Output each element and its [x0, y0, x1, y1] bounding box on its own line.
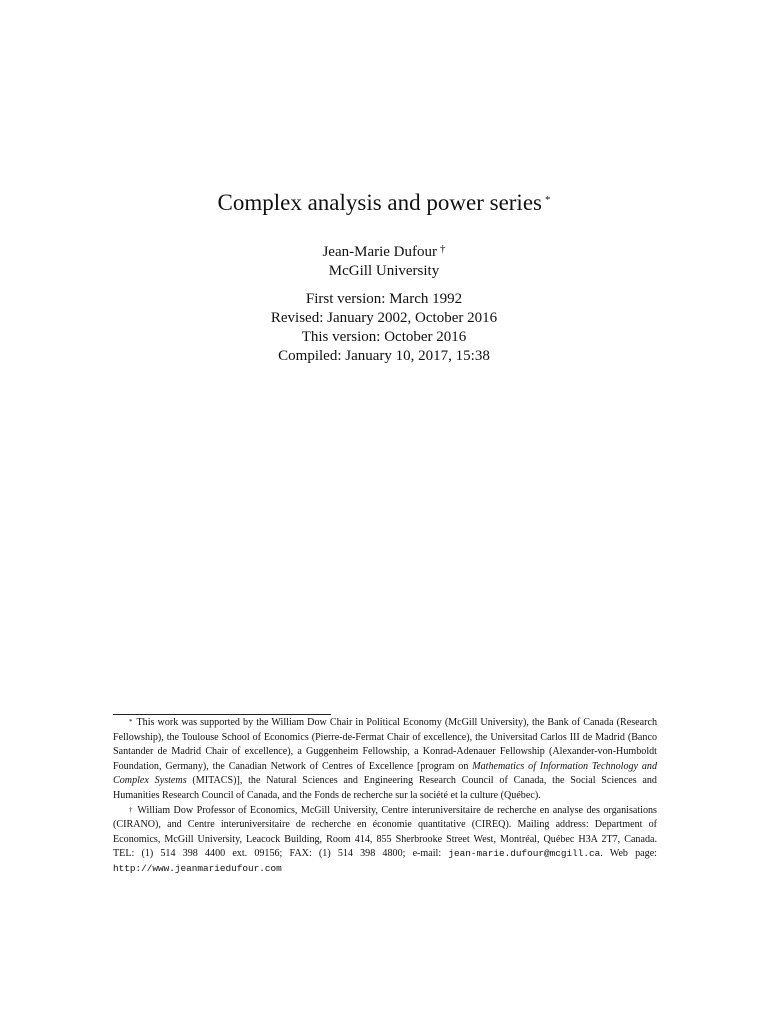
footnotes	[113, 716, 657, 877]
author-webpage-link[interactable]: http://www.jeanmariedufour.com	[113, 862, 282, 874]
author-name: Jean-Marie Dufour	[322, 244, 438, 260]
footnote-funding-mark: *	[129, 718, 133, 726]
footnote-rule	[113, 714, 331, 715]
footnote-funding-text-b: (MITACS)], the Natural Sciences and Engineering Research Council of Canada, the Social Sciences and Humanities Research Council of Canada, and the Fonds de recherche sur la société et la culture (Québec).	[113, 775, 657, 801]
paper-title-text: Complex analysis and power series	[217, 190, 542, 215]
revised-date: Revised: January 2002, October 2016	[270, 310, 498, 326]
author-affiliation: McGill University	[328, 263, 440, 279]
footnote-funding-text-a: This work was supported by the William Dow Chair in Political Economy (McGill University), the Bank of Canada (Research Fellowship), the Toulouse School of Economics (Pierre-de-Fermat Chair of excellence), the Universitad Carlos III de Madrid (Banco Santander de Madrid Chair of excellence), a Guggenheim Fellowship, a Konrad-Adenauer Fellowship (Alexander-von-Humboldt Foundation, Germany), the Canadian Network of Centres of Excellence [program on	[113, 717, 657, 772]
compiled-date: Compiled: January 10, 2017, 15:38	[278, 348, 490, 364]
footnote-author	[113, 804, 657, 877]
author-name-line	[0, 243, 768, 262]
footnote-funding-program: Mathematics of Information Technology and Complex Systems	[113, 760, 657, 787]
footnote-author-text-b: . Web page:	[600, 848, 657, 860]
footnote-author-text-a: William Dow Professor of Economics, McGill University, Centre interuniversitaire de recherche en analyse des organisations (CIRANO), and Centre interuniversitaire de recherche en économie quantitative (CIREQ). Mailing address: Department of Economics, McGill University, Leacock Building, Room 414, 855 Sherbrooke Street West, Montréal, Québec H3A 2T7, Canada. TEL: (1) 514 398 4400 ext. 09156; FAX: (1) 514 398 4800; e-mail:	[113, 804, 657, 860]
this-version-date: This version: October 2016	[301, 329, 467, 345]
title-footnote-mark: *	[544, 194, 551, 206]
version-dates	[0, 290, 768, 366]
author-email-link[interactable]: jean-marie.dufour@mcgill.ca	[448, 848, 601, 860]
author-footnote-mark: †	[440, 243, 446, 255]
paper-title	[0, 188, 768, 218]
first-version-date: First version: March 1992	[305, 291, 463, 307]
footnote-funding	[113, 716, 657, 804]
author-block	[0, 243, 768, 281]
footnote-author-mark: †	[129, 805, 134, 814]
